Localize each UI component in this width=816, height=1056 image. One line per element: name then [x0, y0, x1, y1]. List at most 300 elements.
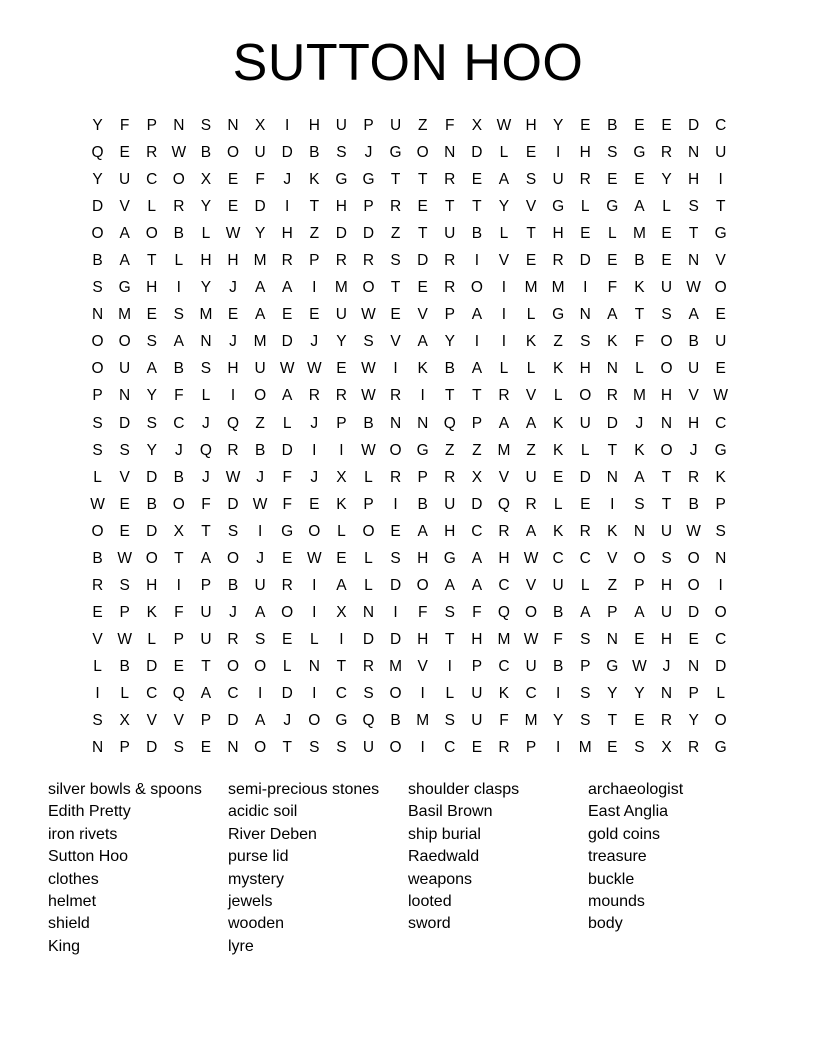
grid-letter: N: [660, 684, 673, 702]
grid-letter: P: [580, 657, 591, 675]
grid-letter: Y: [254, 225, 266, 243]
grid-letter: S: [580, 630, 591, 648]
grid-letter: S: [119, 441, 130, 459]
grid-letter: K: [525, 333, 537, 351]
grid-letter: A: [254, 603, 266, 621]
grid-letter: O: [226, 144, 240, 162]
grid-letter: C: [715, 117, 727, 134]
grid-letter: O: [687, 549, 700, 567]
grid-letter: I: [393, 603, 398, 621]
grid-letter: I: [230, 387, 236, 405]
grid-letter: O: [525, 603, 538, 621]
grid-letter: M: [578, 739, 592, 757]
grid-letter: U: [200, 630, 212, 648]
grid-letter: V: [498, 252, 510, 270]
grid-letter: O: [579, 387, 592, 405]
grid-letter: I: [312, 279, 317, 297]
grid-letter: K: [607, 522, 618, 540]
grid-letter: P: [417, 468, 428, 486]
grid-letter: O: [362, 279, 375, 297]
grid-letter: K: [552, 441, 564, 459]
grid-letter: U: [660, 522, 673, 540]
grid-letter: J: [256, 549, 264, 567]
grid-letter: J: [174, 441, 183, 459]
word-list-item: body: [588, 915, 623, 933]
grid-letter: L: [364, 468, 373, 486]
word-list-column: [588, 779, 768, 958]
grid-letter: F: [499, 712, 509, 730]
grid-letter: R: [389, 468, 402, 486]
grid-letter: U: [552, 171, 564, 189]
word-list-item: buckle: [588, 870, 635, 888]
grid-letter: B: [92, 549, 103, 567]
grid-letter: X: [336, 603, 347, 621]
grid-letter: O: [172, 171, 185, 189]
grid-letter: M: [118, 306, 132, 324]
grid-letter: T: [445, 630, 455, 648]
grid-letter: X: [471, 468, 483, 486]
grid-letter: N: [715, 549, 727, 567]
word-list-column: [228, 779, 408, 958]
grid-letter: V: [525, 576, 537, 594]
grid-letter: B: [688, 495, 699, 513]
grid-letter: B: [227, 576, 239, 594]
grid-letter: N: [227, 739, 239, 757]
grid-letter: T: [201, 522, 211, 540]
grid-letter: R: [308, 387, 320, 405]
grid-letter: I: [474, 252, 480, 270]
grid-letter: R: [498, 387, 510, 405]
grid-letter: I: [176, 279, 181, 297]
grid-letter: M: [632, 387, 646, 405]
grid-letter: S: [254, 630, 266, 648]
grid-letter: R: [173, 198, 185, 216]
grid-letter: Z: [526, 441, 536, 459]
grid-letter: T: [201, 657, 211, 675]
grid-letter: W: [523, 630, 539, 648]
grid-letter: R: [444, 252, 456, 270]
grid-letter: Q: [497, 495, 510, 513]
grid-letter: G: [281, 522, 294, 540]
grid-letter: T: [661, 495, 672, 513]
grid-letter: E: [525, 144, 537, 162]
grid-letter: S: [580, 712, 591, 730]
word-list-item: purse lid: [228, 848, 289, 866]
grid-letter: R: [335, 387, 347, 405]
grid-letter: H: [579, 144, 591, 162]
word-list-item: archaeologist: [588, 781, 684, 798]
grid-letter: O: [281, 603, 294, 621]
grid-letter: R: [227, 441, 239, 459]
grid-letter: S: [92, 441, 103, 459]
grid-letter: G: [714, 225, 727, 243]
grid-letter: R: [362, 252, 375, 270]
grid-letter: C: [498, 576, 510, 594]
grid-letter: S: [444, 712, 455, 730]
grid-letter: D: [579, 468, 591, 486]
grid-letter: S: [634, 739, 645, 757]
grid-letter: R: [444, 279, 456, 297]
grid-letter: I: [555, 144, 561, 162]
grid-letter: X: [471, 117, 483, 134]
grid-letter: D: [688, 603, 700, 621]
grid-letter: Q: [443, 414, 456, 432]
grid-letter: M: [334, 279, 348, 297]
grid-letter: V: [417, 657, 428, 675]
grid-letter: S: [363, 684, 374, 702]
grid-letter: M: [551, 279, 565, 297]
grid-letter: U: [715, 333, 727, 351]
grid-letter: Y: [634, 684, 645, 702]
grid-letter: I: [420, 739, 425, 757]
grid-letter: Z: [553, 333, 563, 351]
grid-letter: H: [227, 360, 239, 378]
word-list-column: [408, 779, 588, 958]
grid-letter: D: [471, 495, 483, 513]
grid-letter: D: [254, 198, 266, 216]
grid-letter: H: [227, 252, 239, 270]
grid-letter: E: [282, 549, 293, 567]
grid-letter: N: [417, 414, 429, 432]
grid-letter: G: [633, 144, 646, 162]
grid-letter: O: [308, 712, 321, 730]
grid-letter: A: [688, 306, 699, 324]
grid-letter: R: [525, 495, 537, 513]
grid-letter: A: [471, 306, 483, 324]
grid-letter: T: [607, 441, 618, 459]
grid-letter: N: [688, 252, 700, 270]
grid-letter: H: [417, 630, 429, 648]
grid-letter: E: [227, 306, 239, 324]
grid-letter: K: [552, 414, 564, 432]
grid-letter: U: [688, 360, 700, 378]
grid-letter: I: [555, 739, 561, 757]
grid-letter: M: [524, 279, 538, 297]
grid-letter: Y: [92, 117, 103, 134]
grid-letter: U: [471, 684, 483, 702]
grid-letter: P: [471, 657, 483, 675]
grid-letter: O: [91, 225, 104, 243]
grid-letter: I: [393, 495, 398, 513]
grid-letter: B: [92, 252, 103, 270]
word-list-item: weapons: [408, 870, 473, 888]
grid-letter: Y: [607, 684, 618, 702]
grid-letter: Y: [146, 387, 157, 405]
grid-letter: V: [715, 252, 726, 270]
word-list-column: [48, 779, 228, 958]
grid-letter: Q: [172, 684, 185, 702]
word-list-item: semi-precious stones: [228, 781, 380, 798]
grid-letter: E: [580, 495, 591, 513]
grid-letter: L: [608, 225, 617, 243]
grid-letter: B: [146, 495, 157, 513]
grid-letter: P: [92, 387, 103, 405]
grid-letter: U: [335, 117, 347, 134]
grid-letter: H: [146, 279, 158, 297]
grid-letter: O: [416, 576, 429, 594]
grid-letter: X: [119, 712, 130, 730]
grid-letter: D: [91, 198, 104, 216]
word-list-item: gold coins: [588, 825, 661, 843]
grid-letter: I: [339, 441, 344, 459]
grid-letter: R: [688, 468, 700, 486]
grid-letter: A: [282, 279, 293, 297]
grid-letter: P: [715, 495, 726, 513]
grid-letter: I: [312, 684, 317, 702]
grid-letter: H: [200, 252, 212, 270]
grid-letter: B: [173, 225, 184, 243]
grid-letter: W: [361, 441, 376, 459]
word-list-item: acidic soil: [228, 803, 298, 821]
grid-letter: C: [715, 414, 727, 432]
grid-letter: V: [525, 387, 537, 405]
grid-letter: E: [309, 306, 320, 324]
grid-letter: A: [634, 198, 645, 216]
grid-letter: O: [226, 657, 240, 675]
grid-letter: N: [444, 144, 456, 162]
grid-letter: X: [254, 117, 266, 134]
grid-letter: P: [200, 712, 212, 730]
grid-letter: Y: [200, 279, 212, 297]
grid-letter: G: [335, 171, 348, 189]
grid-letter: S: [607, 144, 618, 162]
grid-letter: U: [444, 495, 456, 513]
word-list-item: Raedwald: [408, 848, 480, 866]
grid-letter: L: [364, 576, 373, 594]
grid-letter: J: [202, 414, 210, 432]
grid-letter: B: [119, 657, 130, 675]
grid-letter: I: [718, 171, 723, 189]
grid-letter: L: [553, 387, 563, 405]
grid-letter: T: [445, 387, 455, 405]
grid-letter: E: [417, 279, 428, 297]
grid-letter: S: [688, 198, 699, 216]
grid-letter: L: [580, 441, 590, 459]
grid-letter: L: [526, 306, 536, 324]
grid-letter: H: [660, 630, 673, 648]
grid-letter: C: [525, 684, 537, 702]
grid-letter: D: [146, 739, 158, 757]
grid-letter: G: [714, 441, 727, 459]
grid-letter: V: [92, 630, 103, 648]
grid-letter: O: [118, 333, 131, 351]
grid-letter: E: [661, 117, 672, 134]
grid-letter: C: [498, 657, 510, 675]
grid-letter: L: [282, 414, 292, 432]
grid-letter: O: [254, 657, 267, 675]
grid-letter: J: [310, 414, 319, 432]
word-list-item: lyre: [228, 937, 254, 955]
grid-letter: P: [525, 739, 537, 757]
grid-letter: K: [146, 603, 157, 621]
grid-letter: R: [498, 522, 510, 540]
grid-letter: P: [607, 603, 618, 621]
grid-letter: Q: [199, 441, 212, 459]
grid-letter: D: [471, 144, 483, 162]
grid-letter: I: [583, 279, 588, 297]
grid-letter: J: [283, 171, 292, 189]
grid-letter: D: [146, 657, 158, 675]
grid-letter: A: [498, 414, 510, 432]
grid-letter: E: [471, 739, 483, 757]
grid-letter: F: [553, 630, 563, 648]
grid-letter: D: [579, 252, 591, 270]
grid-letter: S: [661, 306, 672, 324]
grid-letter: M: [497, 630, 511, 648]
grid-letter: C: [335, 684, 347, 702]
grid-letter: Z: [472, 441, 482, 459]
grid-letter: W: [225, 225, 241, 243]
grid-letter: R: [660, 144, 673, 162]
grid-letter: I: [447, 657, 452, 675]
grid-letter: E: [92, 603, 103, 621]
grid-letter: P: [363, 495, 374, 513]
grid-letter: G: [552, 306, 565, 324]
grid-letter: W: [686, 522, 701, 540]
grid-letter: L: [445, 684, 455, 702]
grid-letter: Y: [92, 171, 103, 189]
grid-letter: N: [633, 522, 646, 540]
grid-letter: R: [579, 522, 591, 540]
grid-letter: L: [499, 225, 509, 243]
word-list-item: Edith Pretty: [48, 803, 131, 821]
grid-letter: O: [470, 279, 483, 297]
grid-letter: C: [227, 684, 239, 702]
grid-letter: A: [471, 360, 483, 378]
grid-letter: W: [361, 306, 376, 324]
grid-letter: A: [498, 171, 510, 189]
grid-letter: F: [255, 171, 265, 189]
grid-letter: O: [254, 387, 267, 405]
grid-letter: E: [336, 360, 347, 378]
grid-letter: H: [552, 225, 564, 243]
grid-letter: F: [174, 387, 184, 405]
word-list: [48, 779, 768, 958]
grid-letter: H: [498, 549, 510, 567]
word-list-item: silver bowls & spoons: [48, 781, 202, 798]
grid-letter: H: [660, 576, 673, 594]
grid-letter: D: [688, 117, 700, 134]
grid-letter: V: [688, 387, 699, 405]
grid-letter: M: [524, 712, 538, 730]
word-list-item: shoulder clasps: [408, 781, 520, 798]
grid-letter: R: [227, 630, 239, 648]
grid-letter: U: [525, 468, 537, 486]
grid-letter: A: [417, 333, 428, 351]
grid-letter: T: [526, 225, 536, 243]
grid-letter: W: [496, 117, 512, 134]
grid-letter: D: [362, 630, 375, 648]
grid-letter: I: [312, 441, 317, 459]
grid-letter: E: [119, 144, 130, 162]
grid-letter: W: [361, 360, 376, 378]
grid-letter: K: [607, 333, 618, 351]
grid-letter: G: [362, 171, 375, 189]
grid-letter: I: [501, 333, 507, 351]
grid-letter: E: [580, 117, 591, 134]
grid-letter: H: [281, 225, 293, 243]
grid-letter: R: [552, 252, 564, 270]
grid-letter: I: [610, 495, 615, 513]
word-list-item: clothes: [48, 870, 99, 888]
grid-letter: W: [171, 144, 187, 162]
grid-letter: S: [200, 360, 212, 378]
grid-letter: O: [91, 360, 104, 378]
grid-letter: E: [607, 252, 618, 270]
grid-letter: D: [362, 225, 375, 243]
grid-letter: B: [200, 144, 212, 162]
grid-letter: F: [282, 495, 292, 513]
grid-letter: E: [282, 306, 293, 324]
grid-letter: O: [91, 333, 104, 351]
grid-letter: E: [607, 171, 618, 189]
grid-letter: Q: [362, 712, 375, 730]
grid-letter: U: [254, 576, 266, 594]
grid-letter: A: [471, 576, 483, 594]
grid-letter: H: [688, 171, 700, 189]
grid-letter: M: [199, 306, 213, 324]
grid-letter: E: [634, 117, 645, 134]
grid-letter: E: [282, 630, 293, 648]
grid-letter: F: [634, 333, 645, 351]
grid-letter: G: [606, 657, 619, 675]
grid-letter: Y: [661, 171, 672, 189]
grid-letter: U: [715, 144, 727, 162]
grid-letter: E: [227, 198, 239, 216]
grid-letter: P: [444, 306, 455, 324]
word-list-item: ship burial: [408, 825, 481, 843]
grid-letter: Y: [552, 712, 564, 730]
grid-letter: V: [173, 712, 184, 730]
grid-letter: A: [444, 576, 455, 594]
grid-letter: I: [501, 306, 507, 324]
grid-letter: J: [310, 333, 319, 351]
grid-letter: U: [119, 171, 131, 189]
grid-letter: E: [715, 360, 726, 378]
grid-letter: C: [146, 684, 158, 702]
grid-letter: P: [119, 603, 130, 621]
grid-letter: Z: [309, 225, 320, 243]
grid-letter: X: [200, 171, 212, 189]
grid-letter: S: [661, 549, 672, 567]
grid-letter: J: [229, 603, 237, 621]
grid-letter: I: [420, 387, 425, 405]
word-list-item: wooden: [228, 915, 285, 933]
grid-letter: U: [579, 414, 591, 432]
grid-letter: D: [281, 333, 293, 351]
grid-letter: J: [635, 414, 644, 432]
grid-letter: Y: [336, 333, 347, 351]
grid-letter: N: [200, 333, 212, 351]
grid-letter: W: [523, 549, 539, 567]
grid-letter: D: [335, 225, 347, 243]
grid-letter: Q: [497, 603, 510, 621]
grid-letter: R: [660, 712, 673, 730]
grid-letter: H: [417, 549, 429, 567]
grid-letter: M: [253, 252, 267, 270]
grid-letter: I: [257, 522, 263, 540]
grid-letter: W: [252, 495, 268, 513]
grid-letter: L: [147, 630, 157, 648]
grid-letter: B: [552, 603, 564, 621]
grid-letter: M: [416, 712, 430, 730]
grid-letter: K: [498, 684, 510, 702]
grid-letter: O: [389, 684, 402, 702]
grid-letter: E: [661, 252, 672, 270]
grid-letter: N: [660, 414, 673, 432]
grid-letter: O: [308, 522, 321, 540]
grid-letter: E: [119, 522, 130, 540]
